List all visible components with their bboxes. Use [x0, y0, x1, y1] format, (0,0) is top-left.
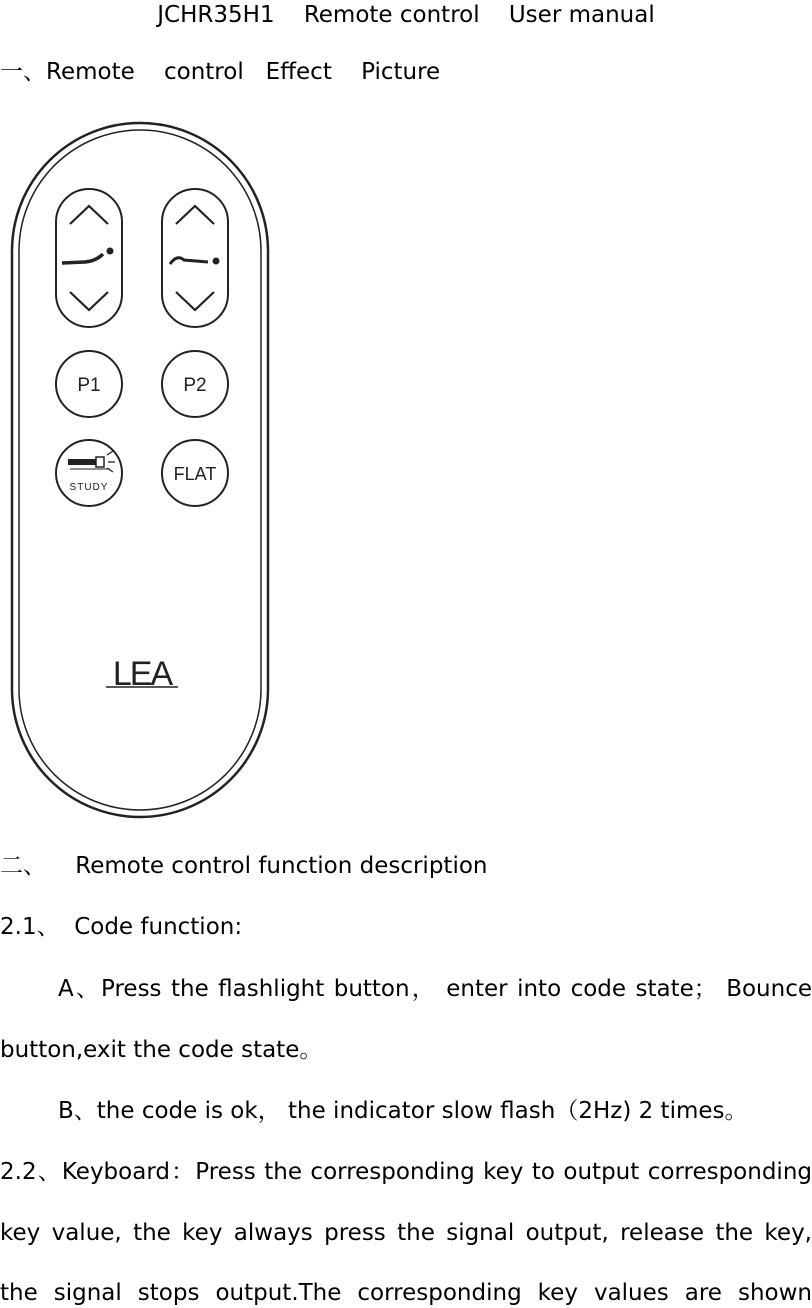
- remote-outer-outline: [12, 123, 268, 817]
- code-step-a-line2: button,exit the code state。: [0, 1037, 323, 1063]
- brand-logo: LEA: [112, 655, 172, 693]
- foot-tilt-rocker-button[interactable]: [162, 189, 228, 327]
- p2-button[interactable]: [162, 351, 228, 417]
- flashlight-icon: [68, 451, 115, 472]
- code-step-a-line1: A、Press the flashlight button， enter into code state； Bounce: [58, 976, 812, 1002]
- flat-button[interactable]: [162, 440, 228, 506]
- up-arrow-icon: [176, 206, 214, 224]
- p1-label: P1: [77, 375, 101, 396]
- flat-label: FLAT: [173, 464, 217, 484]
- p1-button[interactable]: [56, 351, 122, 417]
- down-arrow-icon: [176, 292, 214, 310]
- document-title: JCHR35H1 Remote control User manual: [157, 2, 655, 28]
- section-heading-effect-picture: 一、Remote control Effect Picture: [0, 59, 441, 85]
- code-step-b: B、the code is ok， the indicator slow flash（2Hz) 2 times。: [58, 1098, 748, 1124]
- keyboard-paragraph-line1: 2.2、Keyboard：Press the corresponding key to output corresponding: [0, 1159, 812, 1185]
- up-arrow-icon: [70, 206, 108, 224]
- down-arrow-icon: [70, 292, 108, 310]
- foot-tilt-icon: [170, 258, 220, 265]
- remote-control-illustration: [10, 120, 272, 820]
- p2-label: P2: [183, 375, 207, 396]
- head-tilt-rocker-button[interactable]: [56, 189, 122, 327]
- study-flashlight-button[interactable]: [56, 440, 122, 506]
- keyboard-paragraph-line2: key value, the key always press the signal output, release the key,: [0, 1220, 812, 1246]
- head-tilt-icon: [62, 248, 114, 264]
- keyboard-paragraph-line3: the signal stops output.The corresponding key values are shown: [0, 1280, 812, 1306]
- study-label: STUDY: [69, 482, 109, 493]
- section-heading-function-description: 二、 Remote control function description: [0, 853, 488, 879]
- code-function-heading: 2.1、 Code function:: [0, 914, 243, 940]
